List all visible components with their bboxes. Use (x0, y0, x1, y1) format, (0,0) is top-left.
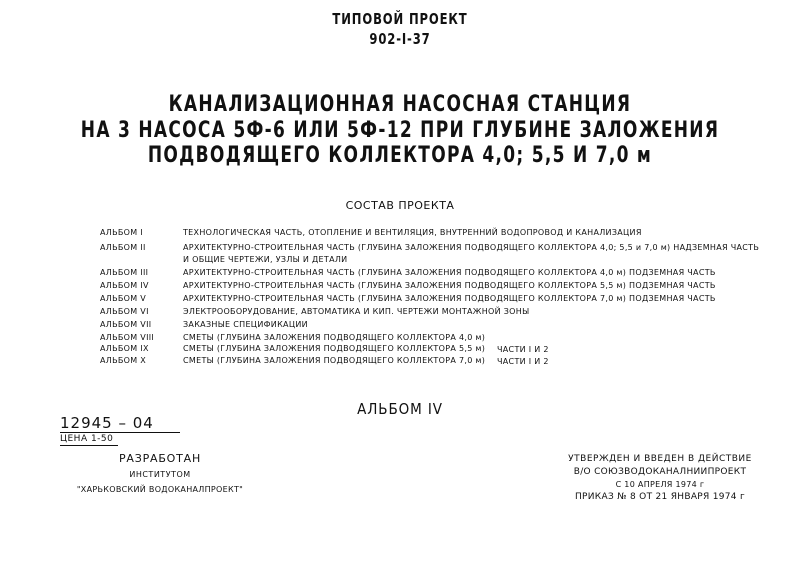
album-number: АЛЬБОМ IV (357, 400, 443, 418)
approval-effective-date: С 10 АПРЕЛЯ 1974 г (615, 480, 705, 489)
album-description: АРХИТЕКТУРНО-СТРОИТЕЛЬНАЯ ЧАСТЬ (ГЛУБИНА ЗАЛОЖЕНИЯ ПОДВОДЯЩЕГО КОЛЛЕКТОРА 4,0; 5,5 и 7,0 м) НАДЗЕМНАЯ ЧАСТЬ (183, 243, 760, 252)
document-code: 12945 – 04 (60, 414, 180, 433)
album-label: АЛЬБОМ II (100, 243, 146, 252)
developer-title: РАЗРАБОТАН (118, 452, 202, 465)
header-project-number: 902-I-37 (369, 30, 431, 48)
album-label: АЛЬБОМ VI (100, 307, 149, 316)
composition-heading: СОСТАВ ПРОЕКТА (345, 199, 455, 212)
album-description: ТЕХНОЛОГИЧЕСКАЯ ЧАСТЬ, ОТОПЛЕНИЕ И ВЕНТИЛЯЦИЯ, ВНУТРЕННИЙ ВОДОПРОВОД И КАНАЛИЗАЦИЯ (183, 228, 642, 237)
approval-statement: УТВЕРЖДЕН И ВВЕДЕН В ДЕЙСТВИЕ (568, 454, 752, 464)
approval-organization: В/О СОЮЗВОДОКАНАЛНИИПРОЕКТ (573, 467, 747, 477)
album-label: АЛЬБОМ X (100, 356, 147, 365)
album-description: СМЕТЫ (ГЛУБИНА ЗАЛОЖЕНИЯ ПОДВОДЯЩЕГО КОЛЛЕКТОРА 4,0 м) (183, 333, 486, 342)
album-description: СМЕТЫ (ГЛУБИНА ЗАЛОЖЕНИЯ ПОДВОДЯЩЕГО КОЛЛЕКТОРА 5,5 м) (183, 344, 486, 353)
developer-name: "ХАРЬКОВСКИЙ ВОДОКАНАЛПРОЕКТ" (76, 485, 244, 494)
album-description: ЗАКАЗНЫЕ СПЕЦИФИКАЦИИ (183, 320, 308, 329)
album-label: АЛЬБОМ IX (100, 344, 149, 353)
album-parts-note: ЧАСТИ I И 2 (497, 345, 549, 354)
album-description-continued: И ОБЩИЕ ЧЕРТЕЖИ, УЗЛЫ И ДЕТАЛИ (183, 255, 348, 264)
title-line-3: ПОДВОДЯЩЕГО КОЛЛЕКТОРА 4,0; 5,5 И 7,0 м (147, 143, 653, 168)
developer-block (60, 452, 260, 494)
album-label: АЛЬБОМ III (100, 268, 149, 277)
title-line-1: КАНАЛИЗАЦИОННАЯ НАСОСНАЯ СТАНЦИЯ (168, 92, 632, 117)
price-label: ЦЕНА 1-50 (60, 434, 118, 446)
developer-institute-label: ИНСТИТУТОМ (129, 470, 191, 479)
album-description: АРХИТЕКТУРНО-СТРОИТЕЛЬНАЯ ЧАСТЬ (ГЛУБИНА ЗАЛОЖЕНИЯ ПОДВОДЯЩЕГО КОЛЛЕКТОРА 4,0 м) ПОДЗЕМНАЯ ЧАСТЬ (183, 268, 716, 277)
title-line-2: НА 3 НАСОСА 5Ф-6 ИЛИ 5Ф-12 ПРИ ГЛУБИНЕ ЗАЛОЖЕНИЯ (80, 118, 720, 143)
album-description: ЭЛЕКТРООБОРУДОВАНИЕ, АВТОМАТИКА И КИП. ЧЕРТЕЖИ МОНТАЖНОЙ ЗОНЫ (183, 307, 530, 316)
approval-block (560, 454, 760, 502)
album-label: АЛЬБОМ IV (100, 281, 149, 290)
album-description: АРХИТЕКТУРНО-СТРОИТЕЛЬНАЯ ЧАСТЬ (ГЛУБИНА ЗАЛОЖЕНИЯ ПОДВОДЯЩЕГО КОЛЛЕКТОРА 5,5 м) ПОДЗЕМНАЯ ЧАСТЬ (183, 281, 716, 290)
album-description: АРХИТЕКТУРНО-СТРОИТЕЛЬНАЯ ЧАСТЬ (ГЛУБИНА ЗАЛОЖЕНИЯ ПОДВОДЯЩЕГО КОЛЛЕКТОРА 7,0 м) ПОДЗЕМНАЯ ЧАСТЬ (183, 294, 716, 303)
album-description: СМЕТЫ (ГЛУБИНА ЗАЛОЖЕНИЯ ПОДВОДЯЩЕГО КОЛЛЕКТОРА 7,0 м) (183, 356, 486, 365)
album-label: АЛЬБОМ I (100, 228, 143, 237)
album-label: АЛЬБОМ V (100, 294, 147, 303)
album-label: АЛЬБОМ VIII (100, 333, 155, 342)
document-code-block (60, 414, 180, 446)
header-project-type: ТИПОВОЙ ПРОЕКТ (332, 10, 468, 28)
approval-order: ПРИКАЗ № 8 ОТ 21 ЯНВАРЯ 1974 г (574, 492, 746, 502)
album-parts-note: ЧАСТИ I И 2 (497, 357, 549, 366)
album-label: АЛЬБОМ VII (100, 320, 152, 329)
